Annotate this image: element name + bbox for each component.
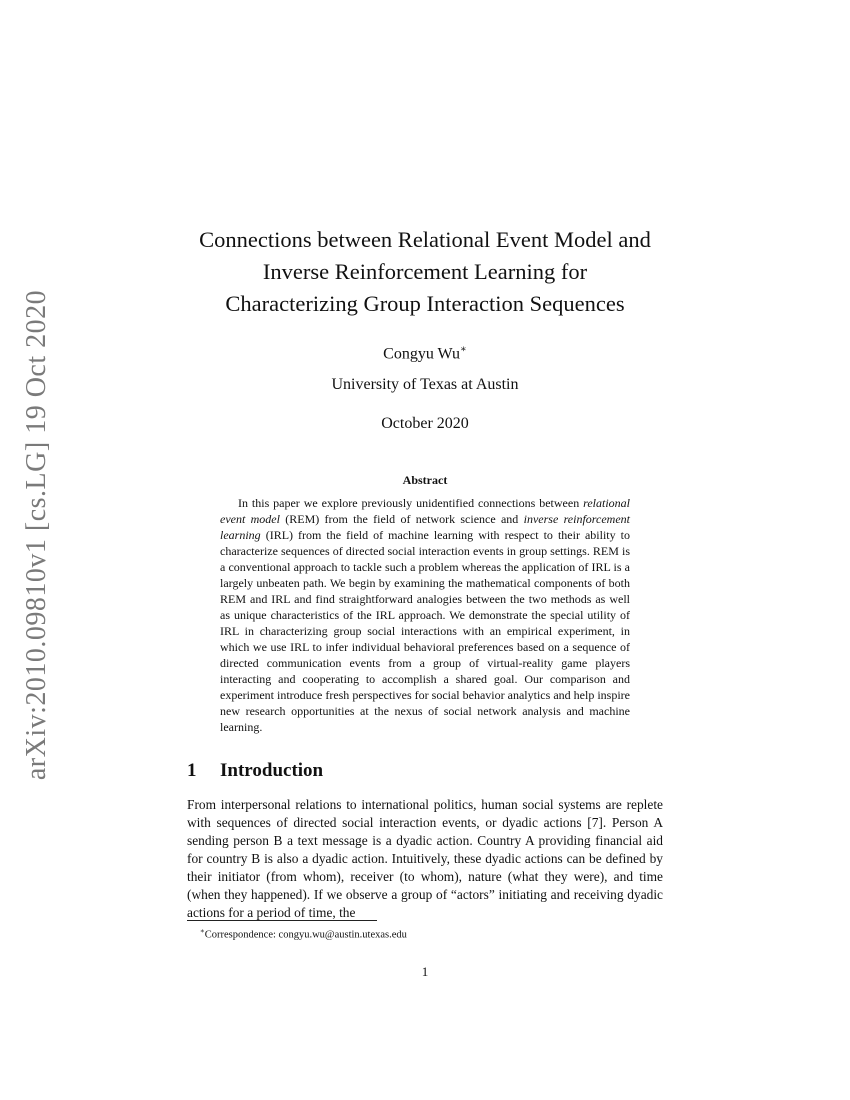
abstract-emphasis: relational event model <box>220 496 630 526</box>
paper-title <box>187 224 663 320</box>
section-title: Introduction <box>220 760 324 781</box>
author-name: Congyu Wu <box>383 345 461 363</box>
section-heading <box>187 760 323 782</box>
author <box>187 339 663 365</box>
title-line: Connections between Relational Event Model and <box>199 227 651 252</box>
abstract-emphasis: inverse reinforcement learning <box>220 512 631 542</box>
abstract-text: In this paper we explore previously unidentified connections between <box>238 496 584 510</box>
intro-paragraph: From interpersonal relations to international politics, human social systems are replete with sequences of directed social interaction events, or dyadic actions [7]. Person A sending person B a text message is a dyadic action. Country A providing financial aid for country B is also a dyadic action. Intuitively, these dyadic actions can be defined by their initiator (from whom), receiver (to whom), nature (what they were), and time (when they happened). If we observe a group of “actors” initiating and receiving dyadic actions for a period of time, the <box>187 797 663 920</box>
arxiv-side-stamp: arXiv:2010.09810v1 [cs.LG] 19 Oct 2020 <box>21 289 52 781</box>
affiliation: University of Texas at Austin <box>331 376 519 394</box>
abstract <box>220 472 630 735</box>
footnote-text: Correspondence: congyu.wu@austin.utexas.edu <box>204 929 407 941</box>
page-number: 1 <box>421 964 429 979</box>
footnote-rule <box>187 920 377 921</box>
abstract-text: (IRL) from the field of machine learning with respect to their ability to characterize sequences of directed social interaction events in group settings. REM is a conventional approach to tackle such a problem whereas the application of IRL is a largely unbeaten path. We begin by examining the mathematical components of both REM and IRL and find straightforward analogies between the two methods as well as unique characteristics of the IRL approach. We demonstrate the special utility of IRL in characterizing group social interactions with an empirical experiment, in which we use IRL to infer individual behavioral preferences based on a sequence of directed communication events from a group of virtual-reality game players interacting and cooperating to accomplish a shared goal. Our comparison and experiment introduce fresh perspectives for social behavior analytics and help inspire new research opportunities at the nexus of social network analysis and machine learning. <box>220 528 630 734</box>
paper-date: October 2020 <box>381 415 469 433</box>
footnote-mark: ∗ <box>200 927 205 935</box>
abstract-text: (REM) from the field of network science and <box>279 512 524 526</box>
title-line: Inverse Reinforcement Learning for <box>262 259 588 284</box>
abstract-heading: Abstract <box>402 473 448 487</box>
title-line: Characterizing Group Interaction Sequences <box>225 291 625 316</box>
author-footnote-mark: ∗ <box>460 344 467 355</box>
section-number: 1 <box>187 760 197 781</box>
footnote <box>200 924 407 943</box>
abstract-body <box>220 495 630 735</box>
title-block <box>187 224 663 435</box>
